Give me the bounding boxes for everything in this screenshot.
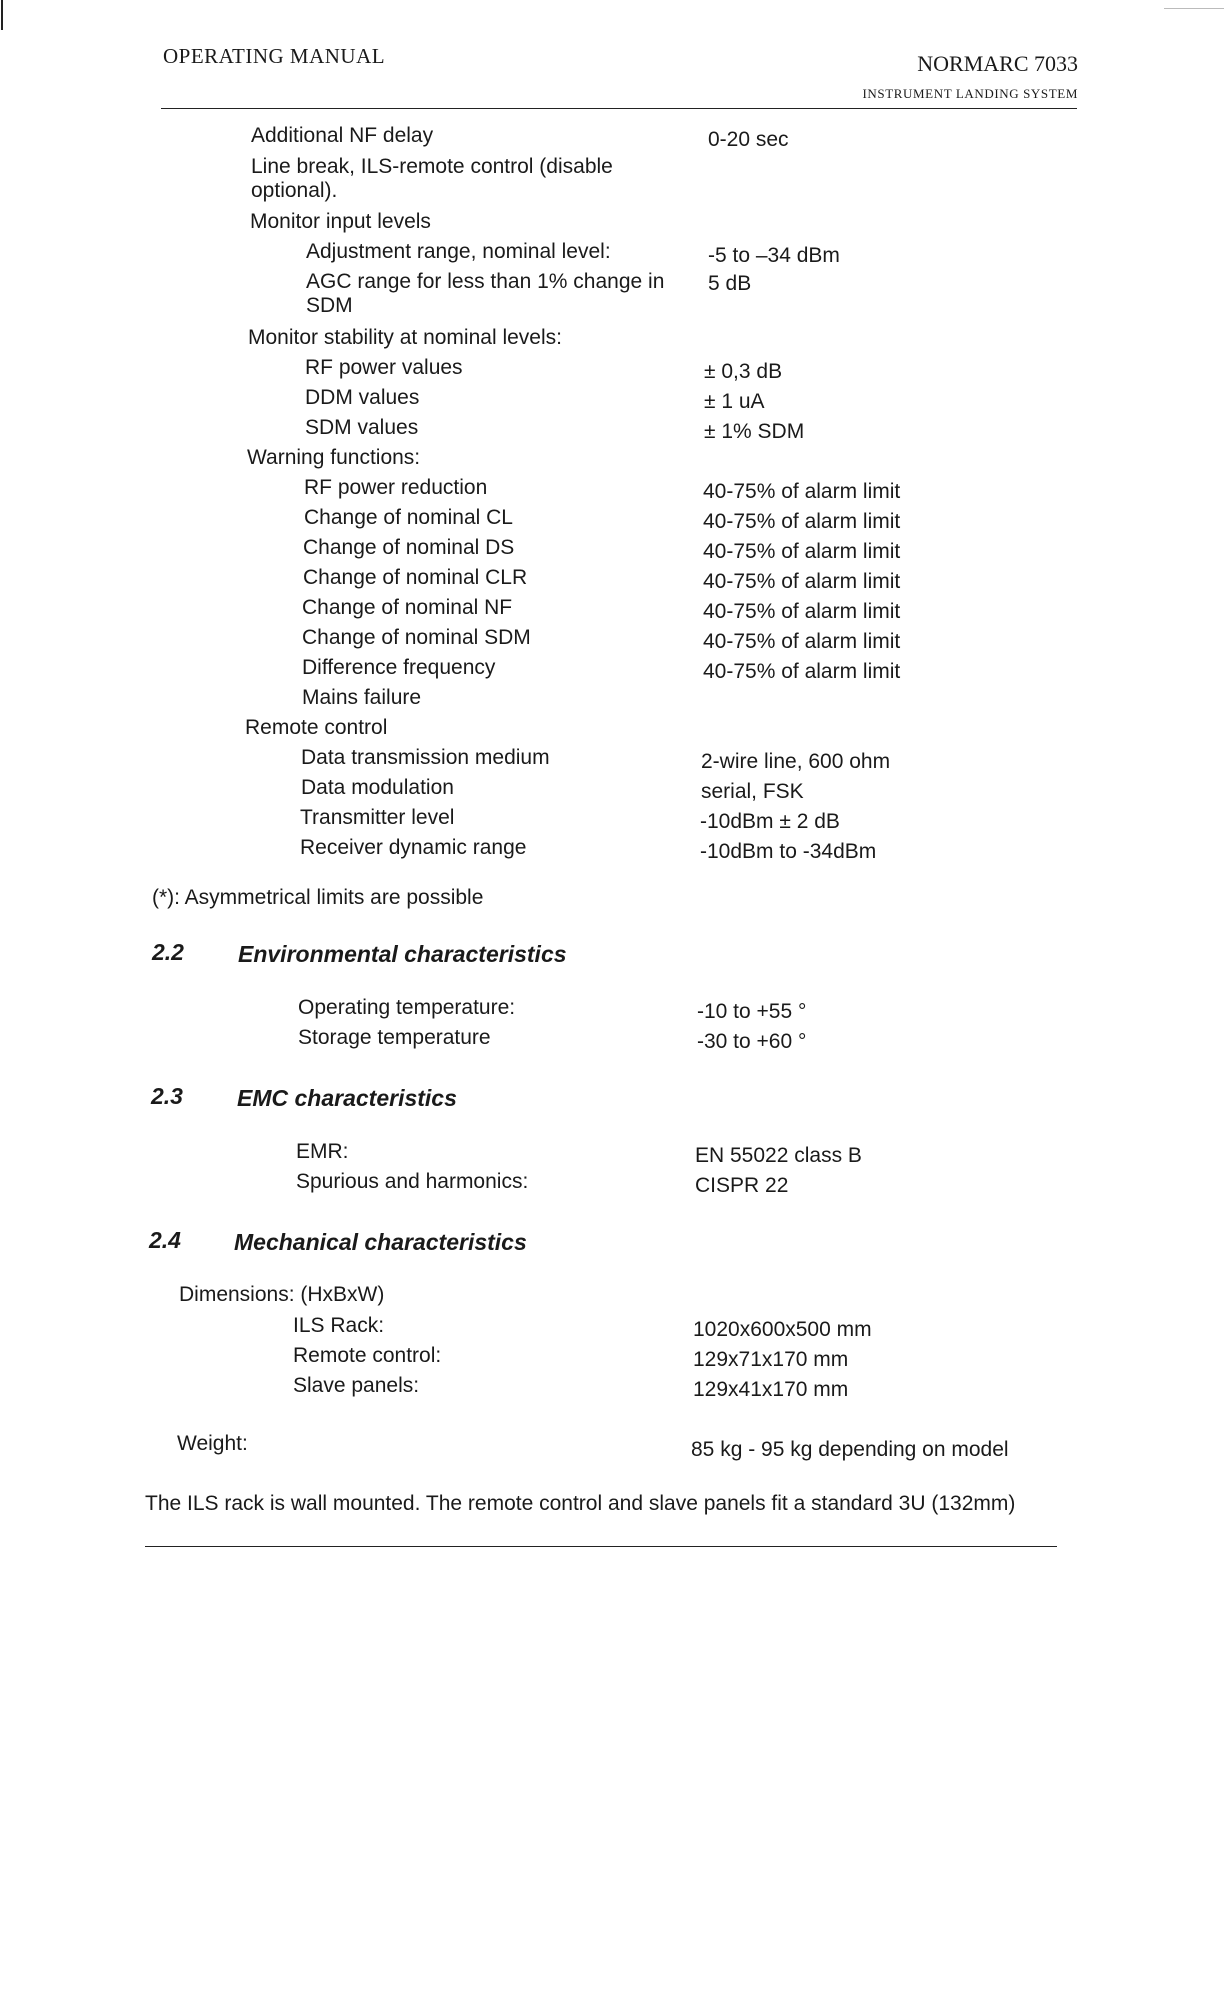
spec-value: ± 1 uA [704, 390, 765, 413]
spec-label: SDM values [305, 416, 419, 439]
spec-label: Data modulation [301, 776, 454, 799]
spec-label: Slave panels: [293, 1374, 420, 1397]
footer-rule [145, 1546, 1057, 1547]
spec-label: DDM values [305, 386, 420, 409]
section-title-environmental: Environmental characteristics [238, 941, 567, 967]
spec-label: Transmitter level [300, 806, 455, 829]
spec-value: 40-75% of alarm limit [703, 510, 901, 533]
section-number: 2.2 [152, 939, 184, 965]
spec-value: 1020x600x500 mm [693, 1318, 872, 1341]
spec-label: Remote control: [293, 1344, 442, 1367]
spec-value: 40-75% of alarm limit [703, 570, 901, 593]
spec-label: Change of nominal DS [303, 536, 515, 559]
spec-heading: Monitor stability at nominal levels: [248, 326, 562, 349]
spec-label: Operating temperature: [298, 996, 516, 1019]
mounting-note: The ILS rack is wall mounted. The remote control and slave panels fit a standard 3U (132mm) [145, 1492, 1016, 1515]
spec-label: ILS Rack: [293, 1314, 385, 1337]
scan-edge-line [1164, 8, 1224, 9]
spec-label: Change of nominal NF [302, 596, 513, 619]
spec-value: 40-75% of alarm limit [703, 660, 901, 683]
spec-value: 40-75% of alarm limit [703, 540, 901, 563]
spec-value: -10dBm to -34dBm [700, 840, 877, 863]
spec-label: Mains failure [302, 686, 422, 709]
spec-value: 5 dB [708, 272, 752, 295]
spec-label: Storage temperature [298, 1026, 491, 1049]
spec-value: 40-75% of alarm limit [703, 480, 901, 503]
spec-value: 129x71x170 mm [693, 1348, 849, 1371]
spec-value: 40-75% of alarm limit [703, 630, 901, 653]
spec-value: CISPR 22 [695, 1174, 789, 1197]
section-title-mechanical: Mechanical characteristics [234, 1229, 527, 1255]
spec-label: Change of nominal CLR [303, 566, 528, 589]
footnote-asymmetrical: (*): Asymmetrical limits are possible [152, 886, 484, 909]
spec-label: Change of nominal CL [304, 506, 513, 529]
spec-label: Change of nominal SDM [302, 626, 531, 649]
spec-value: ± 0,3 dB [704, 360, 783, 383]
spec-label: Difference frequency [302, 656, 496, 679]
section-number: 2.3 [151, 1083, 183, 1109]
dimensions-heading: Dimensions: (HxBxW) [179, 1283, 385, 1306]
header-product-subtitle: INSTRUMENT LANDING SYSTEM [862, 86, 1078, 101]
spec-value: EN 55022 class B [695, 1144, 862, 1167]
spec-value: -5 to –34 dBm [708, 244, 840, 267]
spec-label: RF power reduction [304, 476, 488, 499]
spec-label: EMR: [296, 1140, 349, 1163]
spec-label: RF power values [305, 356, 463, 379]
spec-label: Adjustment range, nominal level: [306, 240, 611, 263]
spec-heading: Remote control [245, 716, 388, 739]
spec-value: -10 to +55 ° [697, 1000, 807, 1023]
spec-heading: Monitor input levels [250, 210, 431, 233]
section-title-emc: EMC characteristics [237, 1085, 457, 1111]
spec-value: -10dBm ± 2 dB [700, 810, 840, 833]
spec-label: AGC range for less than 1% change in SDM [306, 270, 665, 318]
spec-label: Data transmission medium [301, 746, 550, 769]
spec-label: Spurious and harmonics: [296, 1170, 529, 1193]
header-product-name: NORMARC 7033 [917, 51, 1078, 76]
spec-label: Additional NF delay [251, 124, 434, 147]
weight-label: Weight: [177, 1432, 248, 1455]
header-manual-title: OPERATING MANUAL [163, 44, 386, 68]
spec-value: 40-75% of alarm limit [703, 600, 901, 623]
weight-value: 85 kg - 95 kg depending on model [691, 1438, 1009, 1461]
spec-value: 2-wire line, 600 ohm [701, 750, 891, 773]
spec-value: 0-20 sec [708, 128, 789, 151]
spec-value: -30 to +60 ° [697, 1030, 807, 1053]
spec-value: ± 1% SDM [704, 420, 805, 443]
spec-label: Line break, ILS-remote control (disable optional). [251, 155, 613, 203]
spec-value: serial, FSK [701, 780, 804, 803]
scan-edge-mark [1, 0, 3, 30]
section-number: 2.4 [149, 1227, 181, 1253]
header-rule [161, 108, 1077, 109]
spec-label: Receiver dynamic range [300, 836, 527, 859]
spec-heading: Warning functions: [247, 446, 421, 469]
spec-value: 129x41x170 mm [693, 1378, 849, 1401]
